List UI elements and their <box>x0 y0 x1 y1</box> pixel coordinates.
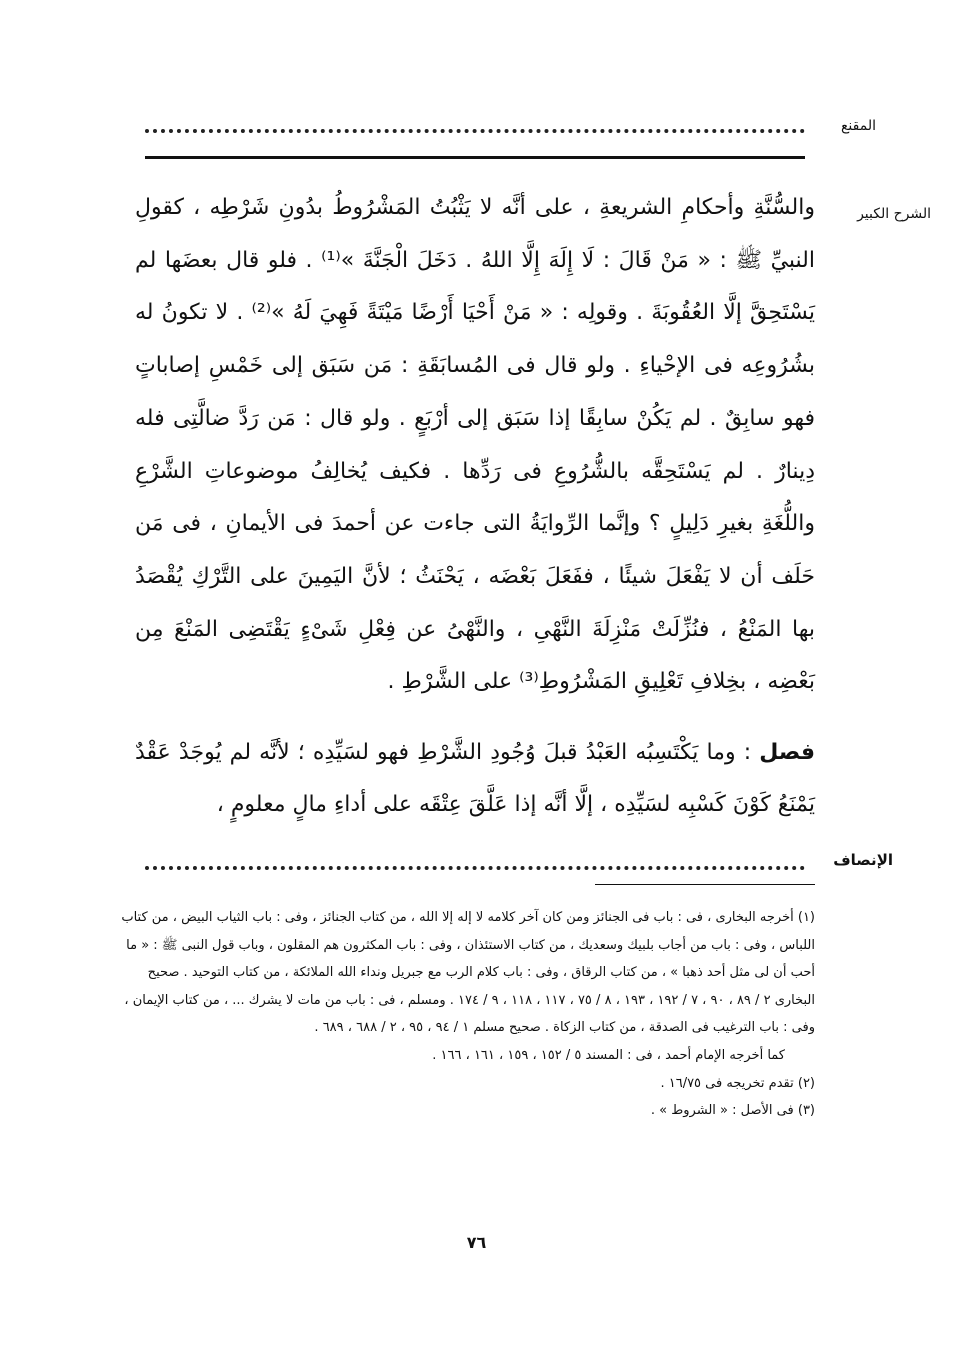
footnote-1: (١) أخرجه البخارى ، فى : باب فى الجنائز ومن كان آخر كلامه لا إله إلا الله ، من كتاب الجنائز ، وفى : باب الثياب البيض ، من كتاب اللباس ، وفى : باب من أجاب بلبيك وسعديك ، من كتاب الاستئذان ، وفى : باب المكثرون هم المقلون ، وباب قول النبى ﷺ : « ما أحب أن لى مثل أحد ذهبا » ، من كتاب الرقاق ، وفى : باب كلام الرب مع جبريل ونداء الله الملائكة ، من كتاب التوحيد . صحيح البخارى ٢ / ٨٩ ، ٩٠ ، ٧ / ١٩٢ ، ١٩٣ ، ٨ / ٧٥ ، ١١٧ ، ١١٨ ، ٩ / ١٧٤ . ومسلم ، فى : باب من مات لا يشرك ... ، من كتاب الإيمان ، وفى : باب الترغيب فى الصدقة ، من كتاب الزكاة . صحيح مسلم ١ / ٩٤ ، ٩٥ ، ٢ / ٦٨٨ ، ٦٨٩ . <box>121 910 815 1036</box>
commentary-paragraph: والسُّنَّةِ وأحكامِ الشريعةِ ، على أنَّه لا يَثْبُتُ المَشْرُوطُ بدُونِ شَرْطِه ، كقولِ النبيِّ ﷺ : « مَنْ قَالَ : لَا إِلَهَ إِلَّا اللهُ . دَخَلَ الْجَنَّةَ »⁽¹⁾ . فلو قال بعضَها لم يَسْتَحِقَّ إلَّا العُقُوبَةَ . وقولِه : « مَنْ أَحْيَا أَرْضًا مَيْتَةً فَهِيَ لَهُ »⁽²⁾ . لا تكونُ له بشُرُوعِه فى الإحْياءِ . ولو قال فى المُسابَقَةِ : مَن سَبَق إلى خَمْسِ إصاباتٍ فهو سابِقٌ . لم يَكُنْ سابِقًا إذا سَبَق إلى أرْبَعٍ . ولو قال : مَن رَدَّ ضالَّتِى فله دِينارٌ . لم يَسْتَحِقَّه بالشُّرُوعِ فى رَدِّها . فكيف يُخالِفُ موضوعاتِ الشَّرْعِ واللُّغَةِ بغيرِ دَلِيلٍ ؟ وإنَّما الرِّوايَةُ التى جاءت عن أحمدَ فى الأيمانِ ، فى مَن حَلَف أن لا يَفْعَلَ شيئًا ، ففَعَلَ بَعْضَه ، يَحْنَثُ ؛ لأنَّ اليَمِينَ على التَّرْكِ يُقْصَدُ بها المَنْعُ ، فنُزِّلَتْ مَنْزِلَةَ النَّهْىِ ، والنَّهْىُ عن فِعْلِ شَىْءٍ يَقْتَضِى المَنْعَ مِن بَعْضِه ، بخِلافِ تَعْلِيقِ المَشْرُوطِ⁽³⁾ على الشَّرْطِ . <box>135 195 815 695</box>
footnote-3: (٣) فى الأصل : « الشروط » . <box>650 1103 815 1119</box>
footnotes <box>110 904 815 1125</box>
commentary-label: الشرح الكبير <box>857 206 931 222</box>
running-title: المقنع <box>840 118 876 134</box>
insaf-label: الإنصاف <box>833 851 893 869</box>
fasl-text: : وما يَكْتَسِبُه العَبْدُ قبلَ وُجُودِ الشَّرْطِ فهو لسَيِّدِه ؛ لأنَّه لم يُوجَدْ عَقْدٌ يَمْنَعُ كَوْنَ كَسْبِه لسَيِّدِه ، إلَّا أنَّه إذا عَلَّقَ عِتْقَه على أداءِ مالٍ معلومٍ ، <box>135 740 815 817</box>
footnote-separator <box>595 884 815 885</box>
fasl-heading: فصل <box>759 740 815 765</box>
footnote-2: (٢) تقدم تخريجه فى ١٦/٧٥ . <box>660 1075 815 1091</box>
header-rule <box>145 156 805 159</box>
header-dotted-rule <box>145 129 805 133</box>
fasl-section <box>135 727 815 831</box>
page-number: ٧٦ <box>466 1233 487 1252</box>
footnote-1-cont: كما أخرجه الإمام أحمد ، فى : المسند ٥ / ١٥٢ ، ١٥٩ ، ١٦١ ، ١٦٦ . <box>432 1047 785 1063</box>
commentary-body <box>135 182 815 709</box>
insaf-dotted-rule <box>145 866 805 870</box>
